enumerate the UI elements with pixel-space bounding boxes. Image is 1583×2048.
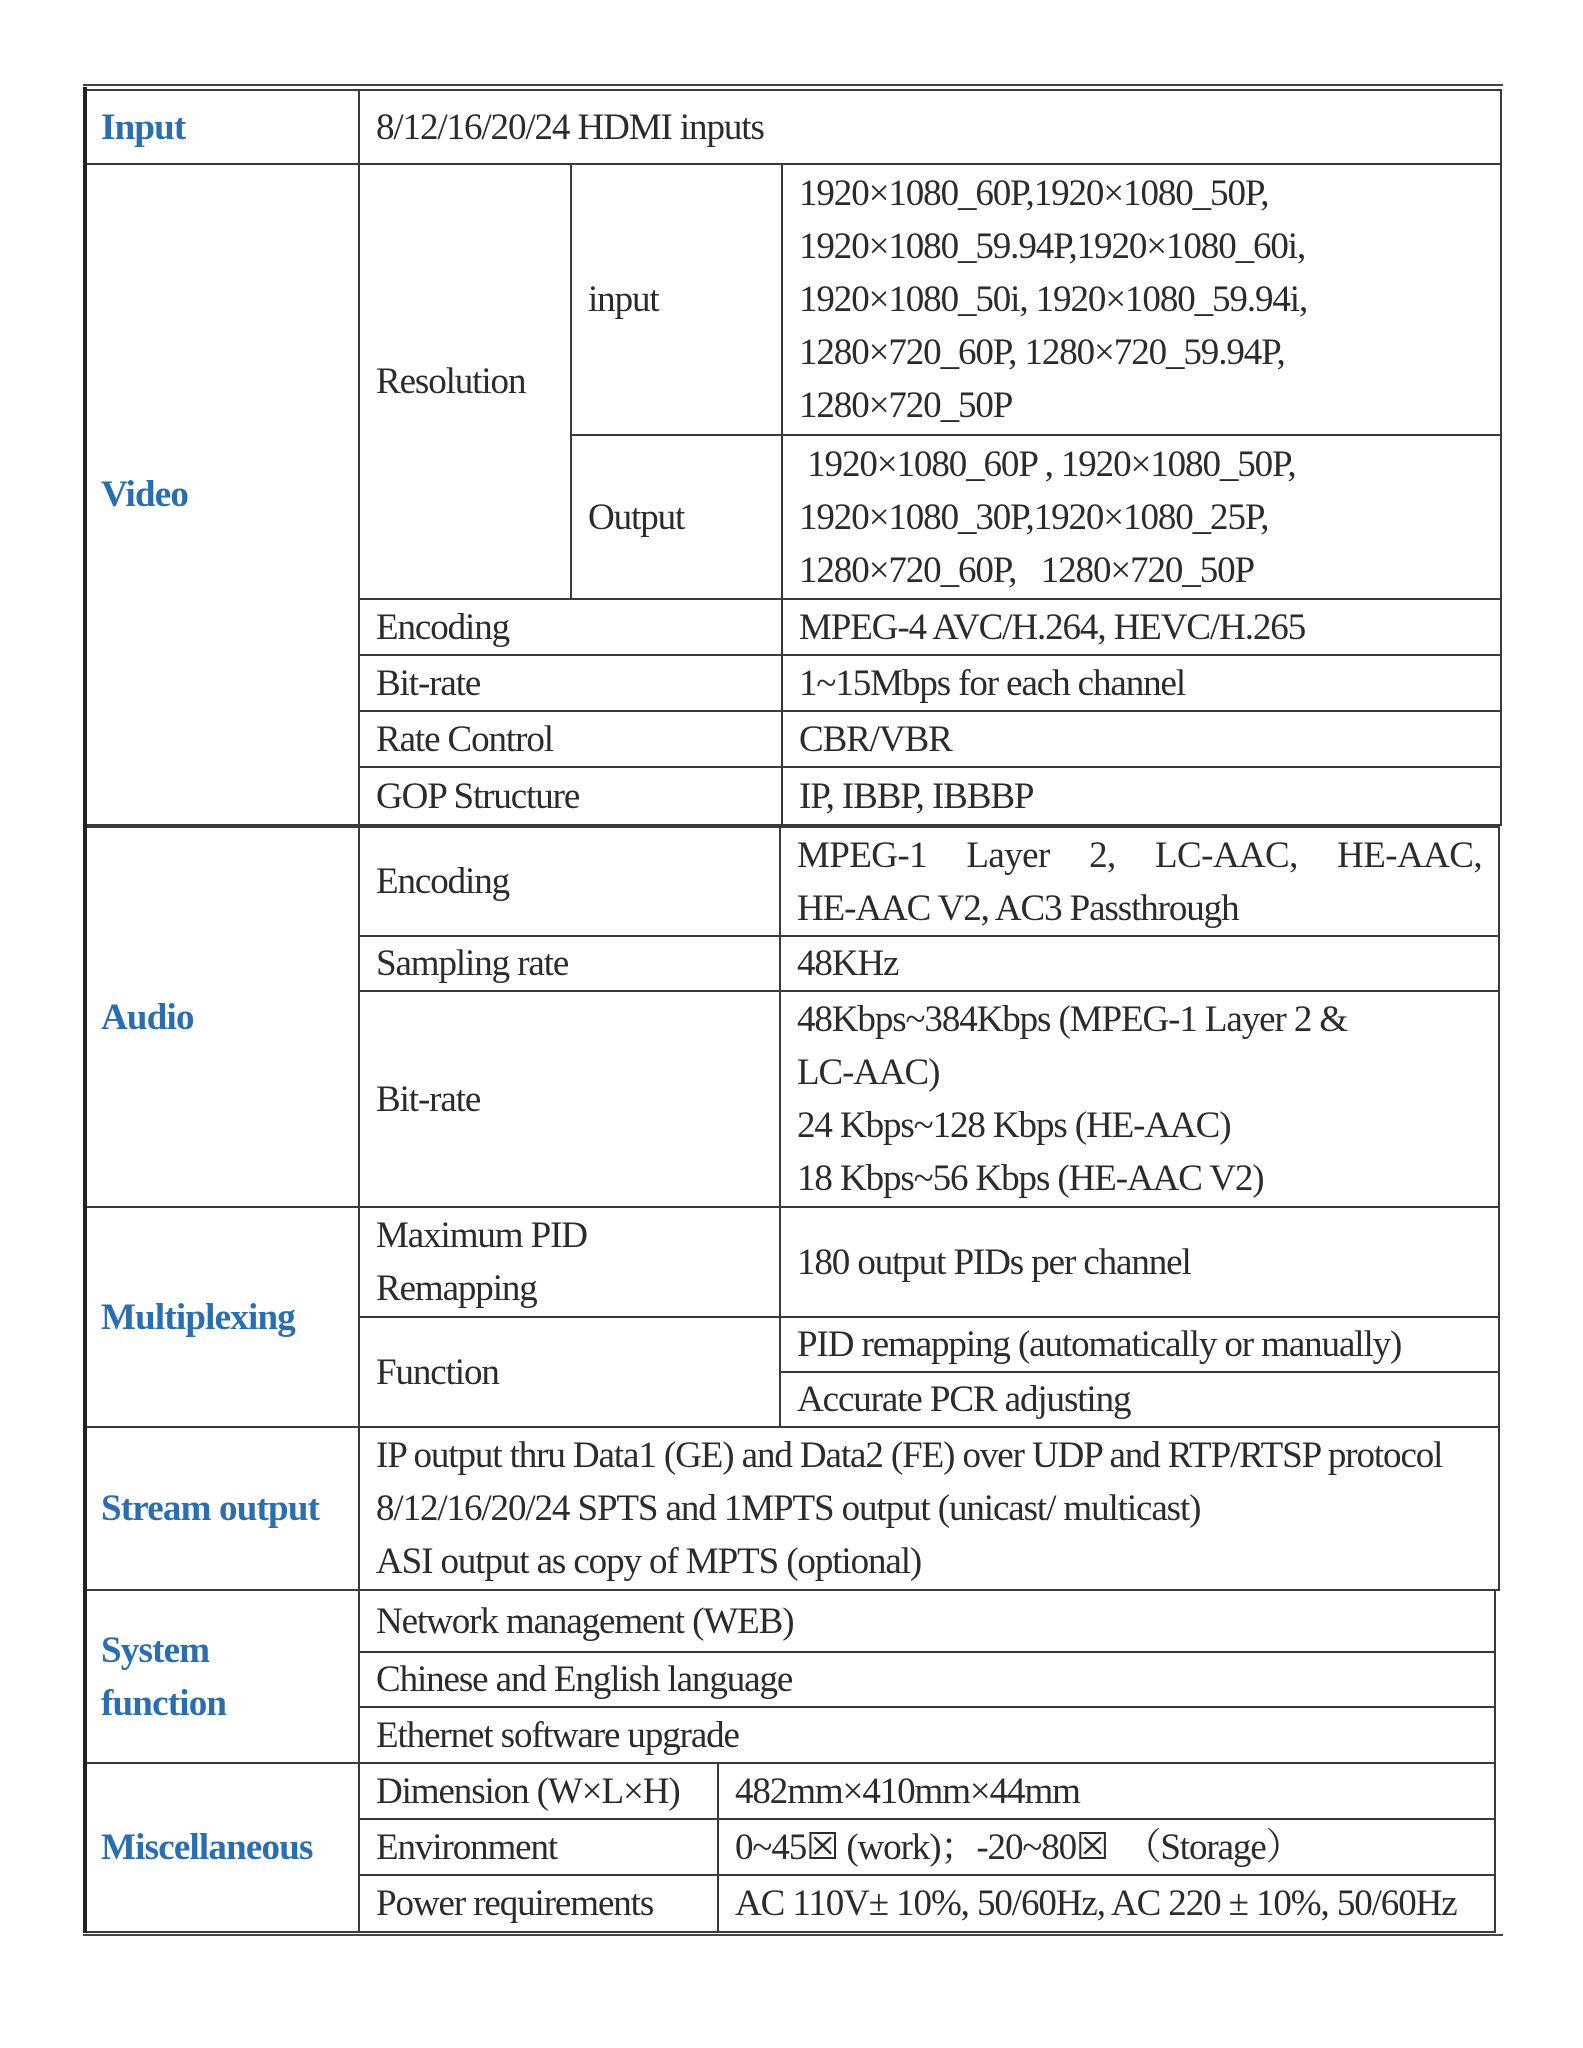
cell-line: 1920×1080_59.94P,1920×1080_60i,	[799, 226, 1306, 267]
mux-pid-value	[779, 1206, 1500, 1318]
video-rate-control-label	[358, 710, 783, 768]
category-label: Stream output	[101, 1488, 320, 1529]
video-gop-value	[781, 766, 1502, 826]
video-resolution-label	[358, 163, 572, 600]
cell-text: Accurate PCR adjusting	[797, 1379, 1131, 1420]
video-input-resolutions	[781, 163, 1502, 436]
cell-text: Encoding	[376, 606, 510, 648]
mux-function-label	[358, 1316, 781, 1428]
category-label: Miscellaneous	[101, 1827, 313, 1868]
system-value	[358, 1651, 1496, 1708]
table-bottom-rule	[83, 1934, 1503, 1936]
misc-environment-value	[717, 1818, 1496, 1876]
category-label: Input	[101, 106, 186, 148]
video-encoding-label	[358, 598, 783, 656]
cell-line: 1920×1080_30P,1920×1080_25P,	[799, 496, 1269, 538]
cell-text: Ethernet software upgrade	[376, 1714, 739, 1756]
cell-line: 1280×720_60P, 1280×720_50P	[799, 549, 1254, 591]
cell-text: PID remapping (automatically or manually)	[797, 1324, 1402, 1365]
cell-line: 8/12/16/20/24 SPTS and 1MPTS output (unicast/ multicast)	[376, 1488, 1201, 1529]
input-value	[358, 89, 1502, 165]
misc-dimension-label	[358, 1762, 719, 1820]
stream-output-values	[358, 1426, 1500, 1591]
video-encoding-value	[781, 598, 1502, 656]
cell-text: Resolution	[376, 361, 526, 402]
category-label: Multiplexing	[101, 1296, 295, 1338]
cell-text: Chinese and English language	[376, 1659, 793, 1700]
cell-text: Environment	[376, 1826, 558, 1868]
category-input	[85, 89, 360, 165]
cell-text: 8/12/16/20/24 HDMI inputs	[376, 106, 764, 148]
cell-line: 48Kbps~384Kbps (MPEG-1 Layer 2 &	[797, 999, 1348, 1040]
cell-text: Dimension (W×L×H)	[376, 1770, 680, 1812]
system-value	[358, 1706, 1496, 1764]
cell-text: Bit-rate	[376, 1078, 481, 1120]
category-audio	[85, 824, 360, 1208]
video-input-label	[570, 163, 783, 436]
cell-line: 24 Kbps~128 Kbps (HE-AAC)	[797, 1105, 1231, 1146]
cell-line: MPEG-1 Layer 2, LC-AAC, HE-AAC,	[797, 834, 1482, 876]
cell-line: Maximum PID	[376, 1215, 587, 1256]
cell-text: Function	[376, 1351, 499, 1393]
mux-function-value	[779, 1316, 1500, 1373]
cell-line: HE-AAC V2, AC3 Passthrough	[797, 887, 1239, 929]
cell-text: 482mm×410mm×44mm	[735, 1770, 1080, 1812]
cell-text: IP, IBBP, IBBBP	[799, 775, 1034, 817]
cell-text: Network management (WEB)	[376, 1600, 794, 1642]
category-multiplexing	[85, 1206, 360, 1428]
misc-dimension-value	[717, 1762, 1496, 1820]
audio-bitrate-label	[358, 990, 781, 1208]
cell-line: 1920×1080_60P , 1920×1080_50P,	[799, 443, 1296, 485]
video-rate-control-value	[781, 710, 1502, 768]
audio-sampling-value	[779, 935, 1500, 992]
category-miscellaneous	[85, 1762, 360, 1933]
video-gop-label	[358, 766, 783, 826]
video-output-label	[570, 434, 783, 600]
cell-line: 1280×720_50P	[799, 385, 1013, 426]
table-left-border	[83, 87, 87, 1933]
cell-line: LC-AAC)	[797, 1052, 940, 1093]
cell-text: Encoding	[376, 861, 510, 902]
cell-text: Output	[588, 496, 685, 538]
category-label: System	[101, 1629, 210, 1671]
audio-encoding-label	[358, 824, 781, 937]
cell-text: MPEG-4 AVC/H.264, HEVC/H.265	[799, 606, 1306, 648]
cell-line: Remapping	[376, 1268, 537, 1309]
misc-power-label	[358, 1874, 719, 1933]
cell-text: Bit-rate	[376, 662, 481, 704]
cell-line: 18 Kbps~56 Kbps (HE-AAC V2)	[797, 1158, 1264, 1199]
video-bitrate-label	[358, 654, 783, 712]
cell-text: CBR/VBR	[799, 718, 952, 760]
category-video	[85, 163, 360, 826]
cell-text: AC 110V± 10%, 50/60Hz, AC 220 ± 10%, 50/60Hz	[735, 1883, 1457, 1924]
mux-function-value	[779, 1371, 1500, 1428]
cell-text: Rate Control	[376, 718, 553, 760]
cell-text: input	[588, 279, 659, 320]
cell-text: 0~45☒ (work)；-20~80☒ （Storage）	[735, 1826, 1302, 1868]
cell-text: GOP Structure	[376, 775, 580, 817]
mux-pid-label	[358, 1206, 781, 1318]
misc-power-value	[717, 1874, 1496, 1933]
cell-line: 1920×1080_60P,1920×1080_50P,	[799, 173, 1269, 214]
cell-line: IP output thru Data1 (GE) and Data2 (FE) over UDP and RTP/RTSP protocol	[376, 1435, 1443, 1476]
category-label: Audio	[101, 996, 194, 1038]
audio-bitrate-values	[779, 990, 1500, 1208]
audio-encoding-value	[779, 824, 1500, 937]
cell-text: 48KHz	[797, 943, 899, 984]
cell-text: 180 output PIDs per channel	[797, 1241, 1191, 1283]
cell-line: 1920×1080_50i, 1920×1080_59.94i,	[799, 279, 1308, 320]
cell-text: 1~15Mbps for each channel	[799, 662, 1186, 704]
category-system-function	[85, 1589, 360, 1764]
category-label: function	[101, 1682, 227, 1724]
table-top-rule	[83, 84, 1503, 86]
cell-line: ASI output as copy of MPTS (optional)	[376, 1541, 922, 1582]
video-bitrate-value	[781, 654, 1502, 712]
category-label: Video	[101, 474, 189, 515]
audio-sampling-label	[358, 935, 781, 992]
system-value	[358, 1589, 1496, 1653]
cell-text: Sampling rate	[376, 943, 569, 984]
misc-environment-label	[358, 1818, 719, 1876]
video-output-resolutions	[781, 434, 1502, 600]
cell-line: 1280×720_60P, 1280×720_59.94P,	[799, 332, 1285, 373]
cell-text: Power requirements	[376, 1883, 654, 1924]
category-stream-output	[85, 1426, 360, 1591]
